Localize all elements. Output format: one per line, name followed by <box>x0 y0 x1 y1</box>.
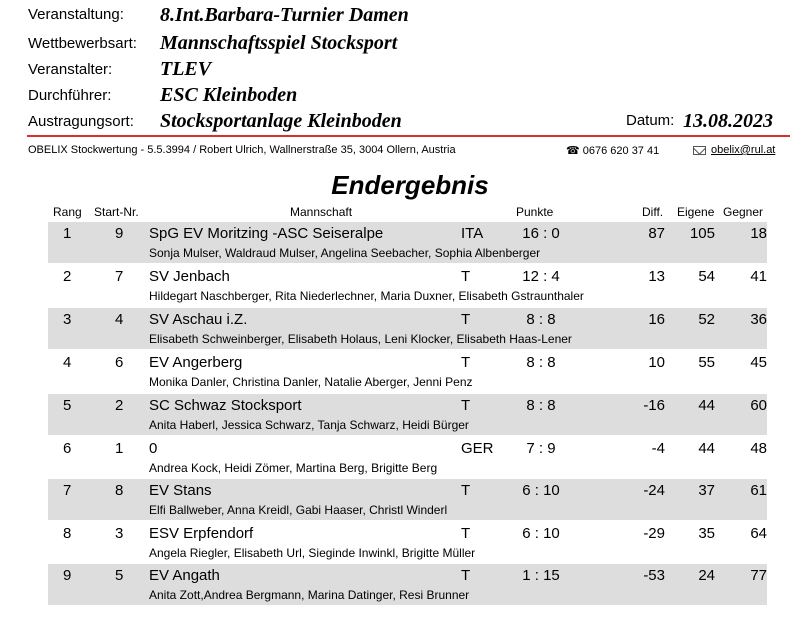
page-title: Endergebnis <box>331 170 489 200</box>
cell-diff: -24 <box>643 482 665 499</box>
email-block <box>693 144 775 156</box>
cell-nation: T <box>461 567 471 584</box>
cell-team: SV Jenbach <box>149 268 230 285</box>
result-row <box>48 308 767 349</box>
cell-start: 2 <box>115 397 124 414</box>
value-wettbewerbsart: Mannschaftsspiel Stocksport <box>160 32 398 54</box>
col-header-diff: Diff. <box>642 205 664 219</box>
cell-gegner: 60 <box>750 397 767 414</box>
cell-punkte: 7 : 9 <box>526 440 556 457</box>
cell-rang: 4 <box>63 354 72 371</box>
cell-members: Hildegart Naschberger, Rita Niederlechner, Maria Duxner, Elisabeth Gstraunthaler <box>149 289 584 303</box>
cell-diff: -29 <box>643 525 665 542</box>
cell-nation: T <box>461 482 471 499</box>
cell-start: 9 <box>115 225 124 242</box>
cell-diff: 13 <box>648 268 665 285</box>
cell-team: EV Stans <box>149 482 212 499</box>
cell-rang: 8 <box>63 525 72 542</box>
cell-eigene: 24 <box>698 567 715 584</box>
cell-gegner: 61 <box>750 482 767 499</box>
label-austragungsort: Austragungsort: <box>28 113 134 130</box>
label-datum: Datum: <box>626 112 675 129</box>
software-credit: OBELIX Stockwertung - 5.5.3994 / Robert Ulrich, Wallnerstraße 35, 3004 Ollern, Austria <box>28 144 456 156</box>
phone-number: ☎ 0676 620 37 41 <box>566 145 660 157</box>
cell-members: Andrea Kock, Heidi Zömer, Martina Berg, Brigitte Berg <box>149 461 438 475</box>
label-durchfuehrer: Durchführer: <box>28 87 112 104</box>
result-row <box>48 437 767 478</box>
cell-gegner: 18 <box>750 225 767 242</box>
col-header-punkte: Punkte <box>516 205 554 219</box>
cell-start: 8 <box>115 482 124 499</box>
cell-eigene: 52 <box>698 311 715 328</box>
cell-team: 0 <box>149 440 158 457</box>
label-veranstalter: Veranstalter: <box>28 61 113 78</box>
cell-rang: 3 <box>63 311 72 328</box>
cell-gegner: 64 <box>750 525 767 542</box>
cell-members: Anita Zott,Andrea Bergmann, Marina Datinger, Resi Brunner <box>149 588 470 602</box>
col-header-eigene: Eigene <box>677 205 715 219</box>
cell-nation: GER <box>461 440 494 457</box>
cell-members: Elfi Ballweber, Anna Kreidl, Gabi Haaser, Christl Winderl <box>149 503 448 517</box>
cell-gegner: 77 <box>750 567 767 584</box>
cell-gegner: 48 <box>750 440 767 457</box>
cell-punkte: 12 : 4 <box>522 268 560 285</box>
cell-start: 6 <box>115 354 124 371</box>
result-row <box>48 522 767 563</box>
cell-punkte: 6 : 10 <box>522 525 560 542</box>
email-link[interactable]: obelix@rul.at <box>711 144 776 156</box>
value-veranstaltung: 8.Int.Barbara-Turnier Damen <box>160 4 409 26</box>
col-header-gegner: Gegner <box>723 205 764 219</box>
result-row <box>48 564 767 605</box>
cell-eigene: 105 <box>689 225 715 242</box>
col-header-rang: Rang <box>53 205 82 219</box>
result-row <box>48 265 767 306</box>
cell-diff: -53 <box>643 567 665 584</box>
result-row <box>48 222 767 263</box>
cell-rang: 6 <box>63 440 72 457</box>
result-row <box>48 351 767 392</box>
cell-start: 7 <box>115 268 124 285</box>
cell-rang: 5 <box>63 397 72 414</box>
cell-nation: T <box>461 525 471 542</box>
cell-start: 4 <box>115 311 124 328</box>
cell-members: Anita Haberl, Jessica Schwarz, Tanja Schwarz, Heidi Bürger <box>149 418 469 432</box>
cell-punkte: 6 : 10 <box>522 482 560 499</box>
cell-eigene: 35 <box>698 525 715 542</box>
cell-diff: -4 <box>651 440 665 457</box>
cell-team: SpG EV Moritzing -ASC Seiseralpe <box>149 225 384 242</box>
value-durchfuehrer: ESC Kleinboden <box>160 84 298 106</box>
cell-team: SV Aschau i.Z. <box>149 311 248 328</box>
cell-rang: 7 <box>63 482 72 499</box>
envelope-icon <box>693 146 706 155</box>
cell-punkte: 16 : 0 <box>522 225 560 242</box>
cell-nation: T <box>461 397 471 414</box>
cell-gegner: 45 <box>750 354 767 371</box>
cell-eigene: 37 <box>698 482 715 499</box>
value-datum: 13.08.2023 <box>683 110 773 132</box>
label-veranstaltung: Veranstaltung: <box>28 6 124 23</box>
cell-punkte: 8 : 8 <box>526 354 556 371</box>
cell-members: Angela Riegler, Elisabeth Url, Sieginde Inwinkl, Brigitte Müller <box>149 546 476 560</box>
cell-rang: 2 <box>63 268 72 285</box>
cell-members: Monika Danler, Christina Danler, Natalie Aberger, Jenni Penz <box>149 375 473 389</box>
cell-nation: T <box>461 268 471 285</box>
cell-gegner: 36 <box>750 311 767 328</box>
cell-team: EV Angerberg <box>149 354 243 371</box>
cell-team: EV Angath <box>149 567 220 584</box>
col-header-start: Start-Nr. <box>94 205 139 219</box>
cell-punkte: 8 : 8 <box>526 311 556 328</box>
value-austragungsort: Stocksportanlage Kleinboden <box>160 110 402 132</box>
result-row <box>48 394 767 435</box>
result-row <box>48 479 767 520</box>
cell-diff: 87 <box>648 225 665 242</box>
cell-diff: 10 <box>648 354 665 371</box>
cell-eigene: 54 <box>698 268 715 285</box>
cell-start: 3 <box>115 525 124 542</box>
cell-gegner: 41 <box>750 268 767 285</box>
cell-members: Sonja Mulser, Waldraud Mulser, Angelina Seebacher, Sophia Albenberger <box>149 246 541 260</box>
label-wettbewerbsart: Wettbewerbsart: <box>28 35 137 52</box>
cell-team: ESV Erpfendorf <box>149 525 254 542</box>
cell-nation: ITA <box>461 225 484 242</box>
cell-rang: 1 <box>63 225 72 242</box>
cell-punkte: 1 : 15 <box>522 567 560 584</box>
header-divider <box>27 135 790 137</box>
cell-punkte: 8 : 8 <box>526 397 556 414</box>
cell-eigene: 44 <box>698 397 715 414</box>
col-header-team: Mannschaft <box>290 205 353 219</box>
cell-start: 5 <box>115 567 124 584</box>
cell-eigene: 55 <box>698 354 715 371</box>
cell-eigene: 44 <box>698 440 715 457</box>
cell-start: 1 <box>115 440 124 457</box>
cell-team: SC Schwaz Stocksport <box>149 397 302 414</box>
cell-nation: T <box>461 311 471 328</box>
cell-members: Elisabeth Schweinberger, Elisabeth Holaus, Leni Klocker, Elisabeth Haas-Lener <box>149 332 572 346</box>
cell-diff: 16 <box>648 311 665 328</box>
value-veranstalter: TLEV <box>160 58 212 80</box>
cell-nation: T <box>461 354 471 371</box>
cell-diff: -16 <box>643 397 665 414</box>
cell-rang: 9 <box>63 567 72 584</box>
